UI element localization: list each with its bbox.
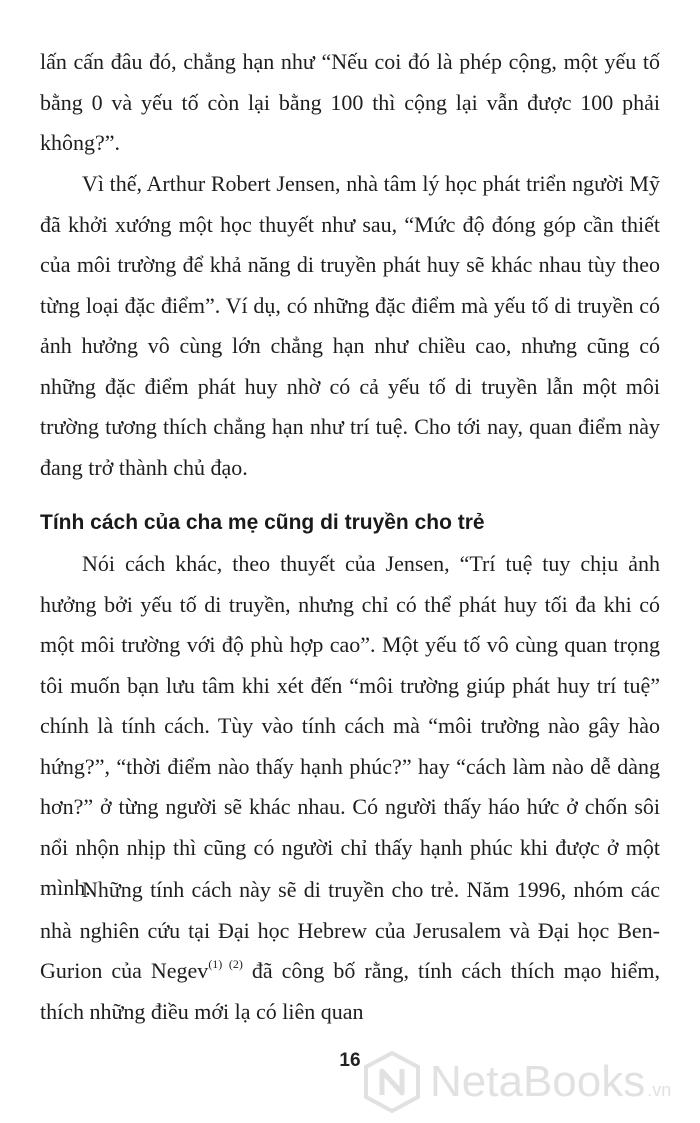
- footnote-reference: (1) (2): [208, 957, 243, 971]
- paragraph-4: [40, 870, 660, 1032]
- watermark: [362, 1042, 697, 1122]
- paragraph-1: lấn cấn đâu đó, chẳng hạn như “Nếu coi đó là phép cộng, một yếu tố bằng 0 và yếu tố còn lại bằng 100 thì cộng lại vẫn được 100 phải không?”.: [40, 49, 660, 155]
- paragraph-4-text-after: đã công bố rằng, tính cách thích mạo hiểm, thích những điều mới lạ có liên quan: [40, 958, 660, 1024]
- page-number: 16: [339, 1050, 361, 1071]
- paragraph-3: Nói cách khác, theo thuyết của Jensen, “Trí tuệ tuy chịu ảnh hưởng bởi yếu tố di truyền, nhưng chỉ có thể phát huy tối đa khi có một môi trường với độ phù hợp cao”. Một yếu tố vô cùng quan trọng tôi muốn bạn lưu tâm khi xét đến “môi trường giúp phát huy trí tuệ” chính là tính cách. Tùy vào tính cách mà “môi trường nào gây hào hứng?”, “thời điểm nào thấy hạnh phúc?” hay “cách làm nào dễ dàng hơn?” ở từng người sẽ khác nhau. Có người thấy háo hức ở chốn sôi nổi nhộn nhịp thì cũng có người chỉ thấy hạnh phúc khi được ở một mình.: [40, 551, 660, 900]
- netabooks-logo-icon: [362, 1051, 422, 1113]
- watermark-text: NetaBooks .vn: [430, 1057, 672, 1106]
- paragraph-2: Vì thế, Arthur Robert Jensen, nhà tâm lý học phát triển người Mỹ đã khởi xướng một học thuyết như sau, “Mức độ đóng góp cần thiết của môi trường để khả năng di truyền phát huy sẽ khác nhau tùy theo từng loại đặc điểm”. Ví dụ, có những đặc điểm mà yếu tố di truyền có ảnh hưởng vô cùng lớn chẳng hạn như chiều cao, nhưng cũng có những đặc điểm phát huy nhờ có cả yếu tố di truyền lẫn một môi trường tương thích chẳng hạn như trí tuệ. Cho tới nay, quan điểm này đang trở thành chủ đạo.: [40, 171, 660, 480]
- section-heading: Tính cách của cha mẹ cũng di truyền cho trẻ: [40, 511, 485, 534]
- watermark-suffix: .vn: [647, 1080, 672, 1100]
- paragraph-4-text-before: Những tính cách này sẽ di truyền cho trẻ. Năm 1996, nhóm các nhà nghiên cứu tại Đại học Hebrew của Jerusalem và Đại học Ben-Gurion của Negev: [40, 877, 660, 983]
